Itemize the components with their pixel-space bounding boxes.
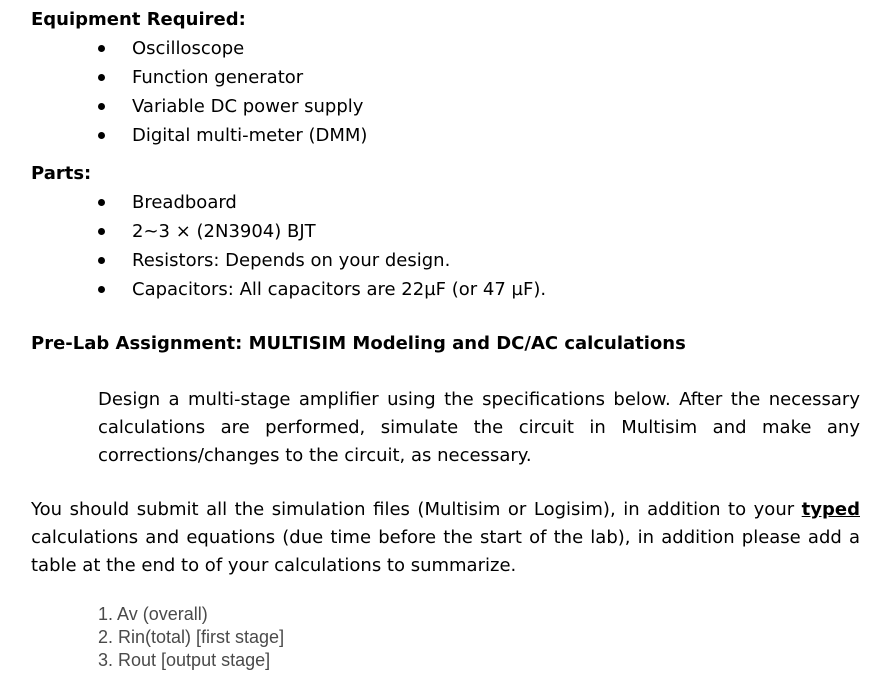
list-item [98, 125, 367, 154]
submit-text: You should submit all the simulation files (Multisim or Logisim), in addition to your [31, 499, 802, 520]
summary-item-rout: 3. Rout [output stage] [98, 650, 271, 670]
equipment-item-power-supply: Variable DC power supply [132, 96, 364, 117]
equipment-item-oscilloscope: Oscilloscope [132, 38, 245, 59]
list-item [98, 221, 546, 250]
bullet-icon [98, 74, 105, 81]
bullet-icon [98, 228, 105, 235]
bullet-icon [98, 286, 105, 293]
parts-item-breadboard: Breadboard [132, 192, 237, 213]
bullet-icon [98, 199, 105, 206]
design-line: calculations are performed, simulate the circuit in Multisim and make any [98, 417, 860, 438]
design-paragraph [98, 386, 860, 470]
design-line: corrections/changes to the circuit, as necessary. [98, 445, 532, 466]
bullet-icon [98, 103, 105, 110]
list-item [98, 279, 546, 308]
parts-list [98, 192, 546, 308]
summary-item-rin: 2. Rin(total) [first stage] [98, 627, 285, 647]
list-item [98, 192, 546, 221]
bullet-icon [98, 257, 105, 264]
equipment-item-function-generator: Function generator [132, 67, 304, 88]
equipment-list [98, 38, 367, 154]
summary-item-av: 1. Av (overall) [98, 604, 208, 624]
design-line: Design a multi-stage amplifier using the specifications below. After the necessary [98, 389, 860, 410]
list-item [98, 67, 367, 96]
parts-item-bjt: 2~3 × (2N3904) BJT [132, 221, 316, 242]
summary-list [98, 603, 284, 672]
submit-paragraph [31, 496, 860, 580]
list-item [98, 96, 367, 125]
equipment-item-dmm: Digital multi-meter (DMM) [132, 125, 368, 146]
parts-item-resistors: Resistors: Depends on your design. [132, 250, 451, 271]
prelab-heading: Pre-Lab Assignment: MULTISIM Modeling and DC/AC calculations [31, 333, 686, 354]
parts-heading: Parts: [31, 163, 92, 184]
submit-line [31, 496, 860, 524]
list-item [98, 250, 546, 279]
submit-line: calculations and equations (due time before the start of the lab), in addition please add a [31, 527, 860, 548]
equipment-heading: Equipment Required: [31, 9, 246, 30]
parts-item-capacitors: Capacitors: All capacitors are 22µF (or 47 µF). [132, 279, 547, 300]
list-item [98, 38, 367, 67]
submit-line: table at the end to of your calculations to summarize. [31, 555, 517, 576]
bullet-icon [98, 45, 105, 52]
typed-emphasis: typed [801, 499, 860, 520]
bullet-icon [98, 132, 105, 139]
